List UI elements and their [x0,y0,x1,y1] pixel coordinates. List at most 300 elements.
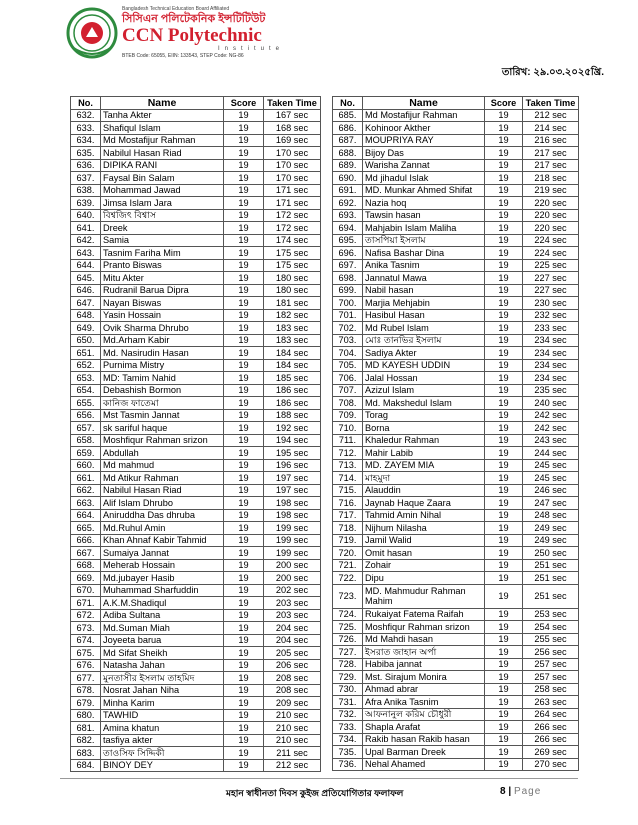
score-value: 19 [485,671,523,684]
row-number: 688. [333,147,363,160]
score-value: 19 [224,384,264,397]
participant-name: Kohinoor Akther [363,122,485,135]
score-value: 19 [485,322,523,335]
table-row [71,247,321,260]
table-row [71,659,321,672]
participant-name: মুনতাসীর ইসলাম তাহমিদ [101,672,224,685]
score-value: 19 [224,334,264,347]
table-row [333,347,579,360]
table-row [333,708,579,721]
score-value: 19 [485,397,523,410]
table-row [333,359,579,372]
row-number: 632. [71,109,101,122]
table-row [333,658,579,671]
participant-name: Khan Ahnaf Kabir Tahmid [101,534,224,547]
score-value: 19 [224,147,264,160]
participant-name: Afra Anika Tasnim [363,696,485,709]
score-value: 19 [485,633,523,646]
table-row [333,497,579,510]
score-value: 19 [485,522,523,535]
row-number: 689. [333,159,363,172]
taken-time: 242 sec [523,409,579,422]
taken-time: 234 sec [523,372,579,385]
score-value: 19 [224,572,264,585]
taken-time: 266 sec [523,721,579,734]
taken-time: 183 sec [264,322,321,335]
row-number: 646. [71,284,101,297]
score-value: 19 [485,472,523,485]
score-value: 19 [485,758,523,771]
participant-name: Amina khatun [101,722,224,735]
results-body-right [333,109,579,771]
table-row [71,122,321,135]
score-value: 19 [485,134,523,147]
table-row [333,547,579,560]
participant-name: Hasibul Hasan [363,309,485,322]
taken-time: 206 sec [264,659,321,672]
column-header-score: Score [224,97,264,110]
score-value: 19 [485,509,523,522]
score-value: 19 [224,422,264,435]
row-number: 673. [71,622,101,635]
row-number: 648. [71,309,101,322]
participant-name: আফনানুল করিম চৌধুরী [363,708,485,721]
taken-time: 254 sec [523,621,579,634]
row-number: 724. [333,608,363,621]
taken-time: 242 sec [523,422,579,435]
participant-name: Md Rubel Islam [363,322,485,335]
participant-name: Tasnim Fariha Mim [101,247,224,260]
row-number: 695. [333,234,363,247]
taken-time: 186 sec [264,397,321,410]
taken-time: 192 sec [264,422,321,435]
taken-time: 171 sec [264,184,321,197]
score-value: 19 [485,721,523,734]
score-value: 19 [224,622,264,635]
document-date: তারিখ: ২৯.০৩.২০২৫খ্রি. [501,67,604,78]
score-value: 19 [224,234,264,247]
participant-name: Md.jubayer Hasib [101,572,224,585]
row-number: 642. [71,234,101,247]
row-number: 651. [71,347,101,360]
table-row [71,572,321,585]
table-row [71,734,321,747]
participant-name: তাওসিফ সিদ্দিকী [101,747,224,760]
table-row [333,384,579,397]
table-row [333,409,579,422]
participant-name: Pranto Biswas [101,259,224,272]
table-header-row [333,97,579,110]
participant-name: MD. Munkar Ahmed Shifat [363,184,485,197]
score-value: 19 [485,484,523,497]
table-row [71,747,321,760]
participant-name: Nayan Biswas [101,297,224,310]
table-row [71,384,321,397]
table-row [71,334,321,347]
table-row [333,297,579,310]
participant-name: Samia [101,234,224,247]
score-value: 19 [485,172,523,185]
table-row [71,622,321,635]
table-row [333,284,579,297]
score-value: 19 [224,109,264,122]
row-number: 683. [71,747,101,760]
row-number: 665. [71,522,101,535]
taken-time: 220 sec [523,209,579,222]
taken-time: 199 sec [264,522,321,535]
score-value: 19 [224,434,264,447]
participant-name: Omit hasan [363,547,485,560]
score-value: 19 [485,746,523,759]
table-row [71,397,321,410]
table-row [71,459,321,472]
participant-name: Khaledur Rahman [363,434,485,447]
table-row [333,147,579,160]
score-value: 19 [485,284,523,297]
score-value: 19 [485,259,523,272]
institute-word: Institute [218,46,285,52]
participant-name: Mst Tasmin Jannat [101,409,224,422]
row-number: 698. [333,272,363,285]
row-number: 677. [71,672,101,685]
results-body-left [71,109,321,772]
table-row [333,683,579,696]
row-number: 676. [71,659,101,672]
participant-name: Tawsin hasan [363,209,485,222]
participant-name: Sadiya Akter [363,347,485,360]
table-row [71,322,321,335]
taken-time: 169 sec [264,134,321,147]
participant-name: Rudranil Barua Dipra [101,284,224,297]
results-table-left [70,96,321,772]
row-number: 663. [71,497,101,510]
taken-time: 180 sec [264,284,321,297]
column-header-name: Name [363,97,485,110]
score-value: 19 [224,709,264,722]
score-value: 19 [224,634,264,647]
taken-time: 208 sec [264,672,321,685]
taken-time: 249 sec [523,522,579,535]
taken-time: 227 sec [523,272,579,285]
row-number: 694. [333,222,363,235]
table-row [71,347,321,360]
table-row [333,372,579,385]
taken-time: 170 sec [264,147,321,160]
column-header-time: Taken Time [523,97,579,110]
table-row [333,122,579,135]
participant-name: Muhammad Sharfuddin [101,584,224,597]
footer-divider [60,778,578,779]
row-number: 635. [71,147,101,160]
table-row [71,209,321,222]
participant-name: Ahmad abrar [363,683,485,696]
row-number: 723. [333,584,363,608]
row-number: 700. [333,297,363,310]
row-number: 684. [71,759,101,772]
taken-time: 217 sec [523,147,579,160]
participant-name: TAWHID [101,709,224,722]
taken-time: 172 sec [264,209,321,222]
taken-time: 234 sec [523,359,579,372]
results-table-right [332,96,579,771]
table-row [71,547,321,560]
taken-time: 200 sec [264,559,321,572]
row-number: 636. [71,159,101,172]
row-number: 647. [71,297,101,310]
table-row [333,184,579,197]
row-number: 657. [71,422,101,435]
participant-name: Alif Islam Dhrubo [101,497,224,510]
table-row [333,459,579,472]
score-value: 19 [224,159,264,172]
taken-time: 235 sec [523,384,579,397]
score-value: 19 [485,409,523,422]
score-value: 19 [224,559,264,572]
taken-time: 264 sec [523,708,579,721]
participant-name: মোঃ তানভির ইসলাম [363,334,485,347]
taken-time: 200 sec [264,572,321,585]
participant-name: Joyeeta barua [101,634,224,647]
table-row [333,671,579,684]
score-value: 19 [224,672,264,685]
table-row [333,758,579,771]
score-value: 19 [485,209,523,222]
row-number: 719. [333,534,363,547]
taken-time: 249 sec [523,534,579,547]
score-value: 19 [224,684,264,697]
taken-time: 225 sec [523,259,579,272]
table-row [333,197,579,210]
participant-name: Natasha Jahan [101,659,224,672]
row-number: 687. [333,134,363,147]
score-value: 19 [485,422,523,435]
page-number-value: 8 [500,786,506,797]
taken-time: 168 sec [264,122,321,135]
score-value: 19 [224,497,264,510]
participant-name: Md. Makshedul Islam [363,397,485,410]
column-header-time: Taken Time [264,97,321,110]
taken-time: 185 sec [264,372,321,385]
table-row [333,272,579,285]
score-value: 19 [224,547,264,560]
taken-time: 184 sec [264,347,321,360]
taken-time: 232 sec [523,309,579,322]
table-row [71,197,321,210]
table-row [71,472,321,485]
participant-name: Mst. Sirajum Monira [363,671,485,684]
score-value: 19 [224,359,264,372]
score-value: 19 [224,534,264,547]
participant-name: MD. ZAYEM MIA [363,459,485,472]
score-value: 19 [224,522,264,535]
table-row [71,484,321,497]
row-number: 732. [333,708,363,721]
taken-time: 204 sec [264,622,321,635]
row-number: 641. [71,222,101,235]
score-value: 19 [224,197,264,210]
row-number: 727. [333,646,363,659]
table-row [333,109,579,122]
table-row [71,222,321,235]
taken-time: 212 sec [523,109,579,122]
participant-name: Nosrat Jahan Niha [101,684,224,697]
score-value: 19 [224,447,264,460]
row-number: 714. [333,472,363,485]
row-number: 717. [333,509,363,522]
taken-time: 184 sec [264,359,321,372]
row-number: 680. [71,709,101,722]
participant-name: Md.Arham Kabir [101,334,224,347]
participant-name: Nazia hoq [363,197,485,210]
row-number: 734. [333,733,363,746]
score-value: 19 [224,659,264,672]
taken-time: 205 sec [264,647,321,660]
score-value: 19 [224,272,264,285]
participant-name: Md Mostafijur Rahman [101,134,224,147]
taken-time: 266 sec [523,733,579,746]
row-number: 650. [71,334,101,347]
table-row [333,422,579,435]
page-header [0,0,638,92]
participant-name: MD: Tamim Nahid [101,372,224,385]
table-row [333,334,579,347]
row-number: 669. [71,572,101,585]
table-row [71,534,321,547]
taken-time: 230 sec [523,297,579,310]
table-row [71,684,321,697]
row-number: 659. [71,447,101,460]
taken-time: 202 sec [264,584,321,597]
table-row [333,247,579,260]
taken-time: 204 sec [264,634,321,647]
score-value: 19 [485,733,523,746]
score-value: 19 [485,184,523,197]
row-number: 666. [71,534,101,547]
taken-time: 257 sec [523,671,579,684]
row-number: 686. [333,122,363,135]
score-value: 19 [224,759,264,772]
score-value: 19 [485,497,523,510]
row-number: 713. [333,459,363,472]
score-value: 19 [485,547,523,560]
score-value: 19 [485,272,523,285]
score-value: 19 [485,658,523,671]
table-row [71,509,321,522]
row-number: 692. [333,197,363,210]
table-row [333,509,579,522]
taken-time: 197 sec [264,472,321,485]
participant-name: Yasin Hossain [101,309,224,322]
score-value: 19 [224,722,264,735]
participant-name: Rukaiyat Fatema Raifah [363,608,485,621]
row-number: 701. [333,309,363,322]
taken-time: 245 sec [523,459,579,472]
row-number: 720. [333,547,363,560]
taken-time: 224 sec [523,247,579,260]
taken-time: 219 sec [523,184,579,197]
participant-name: Md Atikur Rahman [101,472,224,485]
table-row [71,409,321,422]
participant-name: Jannatul Mawa [363,272,485,285]
participant-name: DIPIKA RANI [101,159,224,172]
table-row [333,746,579,759]
participant-name: Abdullah [101,447,224,460]
row-number: 710. [333,422,363,435]
row-number: 693. [333,209,363,222]
table-row [71,359,321,372]
table-row [333,584,579,608]
taken-time: 244 sec [523,447,579,460]
taken-time: 220 sec [523,197,579,210]
row-number: 671. [71,597,101,610]
table-row [71,147,321,160]
score-value: 19 [224,134,264,147]
taken-time: 258 sec [523,683,579,696]
score-value: 19 [224,259,264,272]
score-value: 19 [485,646,523,659]
participant-name: Md mahmud [101,459,224,472]
table-row [71,709,321,722]
participant-name: Anika Tasnim [363,259,485,272]
score-value: 19 [485,608,523,621]
participant-name: Adiba Sultana [101,609,224,622]
score-value: 19 [224,172,264,185]
taken-time: 198 sec [264,497,321,510]
row-number: 711. [333,434,363,447]
table-row [71,609,321,622]
score-value: 19 [485,359,523,372]
row-number: 655. [71,397,101,410]
row-number: 645. [71,272,101,285]
participant-name: Jimsa Islam Jara [101,197,224,210]
participant-name: Dipu [363,572,485,585]
score-value: 19 [224,309,264,322]
score-value: 19 [485,434,523,447]
row-number: 718. [333,522,363,535]
taken-time: 218 sec [523,172,579,185]
participant-name: Jamil Walid [363,534,485,547]
row-number: 702. [333,322,363,335]
score-value: 19 [224,322,264,335]
score-value: 19 [224,284,264,297]
column-header-no: No. [71,97,101,110]
table-row [71,234,321,247]
table-row [333,134,579,147]
institute-name-english: CCN Polytechnic [122,25,262,46]
participant-name: Marjia Mehjabin [363,297,485,310]
table-row [333,721,579,734]
score-value: 19 [224,484,264,497]
table-row [333,646,579,659]
table-row [333,633,579,646]
table-row [71,559,321,572]
participant-name: Mahjabin Islam Maliha [363,222,485,235]
taken-time: 247 sec [523,497,579,510]
row-number: 660. [71,459,101,472]
taken-time: 195 sec [264,447,321,460]
score-value: 19 [224,372,264,385]
table-row [71,172,321,185]
row-number: 654. [71,384,101,397]
taken-time: 257 sec [523,658,579,671]
score-value: 19 [485,459,523,472]
participant-name: BINOY DEY [101,759,224,772]
row-number: 667. [71,547,101,560]
taken-time: 212 sec [264,759,321,772]
taken-time: 188 sec [264,409,321,422]
participant-name: Shafiqul Islam [101,122,224,135]
participant-name: Md jihadul Islak [363,172,485,185]
